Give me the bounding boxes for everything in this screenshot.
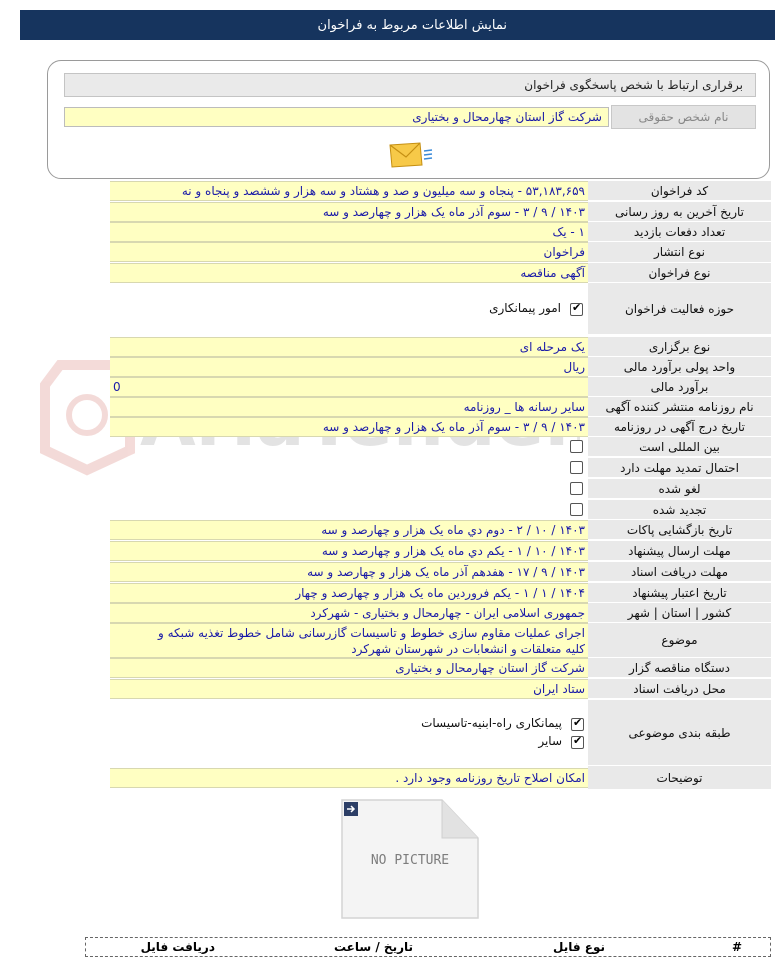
extension-checkbox[interactable] (570, 461, 583, 474)
field-value: فراخوان (110, 242, 588, 262)
subject-line-1: اجرای عملیات مقاوم سازی خطوط و تاسیسات گازرسانی شامل خطوط تغذیه شبکه و (157, 625, 585, 640)
field-label: احتمال تمدید مهلت دارد (588, 458, 771, 478)
legal-entity-value: شرکت گاز استان چهارمحال و بختیاری (64, 107, 609, 127)
field-value: سایر رسانه ها _ روزنامه (110, 397, 588, 417)
field-value: جمهوری اسلامی ایران - چهارمحال و بختیاری - شهرکرد (110, 603, 588, 623)
field-value: ۱۴۰۳ / ۹ / ۳ - سوم آذر ماه یک هزار و چهارصد و سه (110, 202, 588, 222)
field-row-estimate (0, 377, 775, 397)
field-row-extension (0, 458, 775, 478)
legal-entity-label: نام شخص حقوقی (611, 105, 756, 129)
category-option-label: سایر (538, 734, 562, 748)
category-option-label: پیمانکاری راه-ابنیه-تاسیسات (421, 716, 562, 730)
field-row-newspaper (0, 397, 775, 417)
contact-heading[interactable]: برقراری ارتباط با شخص پاسخگوی فراخوان (64, 73, 756, 97)
page-title: نمایش اطلاعات مربوط به فراخوان (317, 17, 507, 33)
field-row-notes (0, 766, 775, 790)
cancelled-checkbox[interactable] (570, 482, 583, 495)
field-value: شرکت گاز استان چهارمحال و بختیاری (110, 658, 588, 678)
field-label: کشور | استان | شهر (588, 603, 771, 623)
field-label: محل دریافت اسناد (588, 679, 771, 699)
field-label: توضیحات (588, 766, 771, 790)
field-value: ریال (110, 357, 588, 377)
field-value: امکان اصلاح تاریخ روزنامه وجود دارد . (110, 768, 588, 788)
field-row-call-type (0, 263, 775, 283)
contact-panel (47, 60, 770, 179)
field-row-location (0, 603, 775, 623)
field-value: 0 (110, 377, 588, 397)
field-value: ۱ - یک (110, 222, 588, 242)
field-row-visits (0, 222, 775, 242)
field-row-code (0, 181, 775, 201)
field-label: موضوع (588, 623, 771, 658)
field-row-validity (0, 583, 775, 603)
field-label: تاریخ اعتبار پیشنهاد (588, 583, 771, 603)
subject-line-2: کلیه متعلقات و انشعابات در شهرستان شهرکرد (351, 641, 585, 656)
field-value: ۱۴۰۳ / ۱۰ / ۱ - یکم دي ماه یک هزار و چهارصد و سه (110, 541, 588, 561)
field-label: نوع برگزاری (588, 337, 771, 357)
field-label: لغو شده (588, 479, 771, 499)
field-row-renewed (0, 500, 775, 520)
page-title-bar (20, 10, 775, 40)
envelope-icon[interactable] (386, 139, 434, 171)
field-row-organizer (0, 658, 775, 678)
field-value: ۱۴۰۳ / ۹ / ۳ - سوم آذر ماه یک هزار و چهارصد و سه (110, 417, 588, 437)
files-col-index: # (731, 940, 742, 954)
field-label: تاریخ درج آگهی در روزنامه (588, 417, 771, 437)
field-row-newspaper-date (0, 417, 775, 437)
field-label: برآورد مالی (588, 377, 771, 397)
field-label: تعداد دفعات بازدید (588, 222, 771, 242)
field-label: تجدید شده (588, 500, 771, 520)
field-label: تاریخ آخرین به روز رسانی (588, 202, 771, 222)
field-label: نوع انتشار (588, 242, 771, 263)
field-value: ستاد ایران (110, 679, 588, 699)
field-value: ۱۴۰۴ / ۱ / ۱ - یکم فروردین ماه یک هزار و چهارصد و چهار (110, 583, 588, 603)
renewed-checkbox[interactable] (570, 503, 583, 516)
field-row-activity (0, 283, 775, 335)
field-label: مهلت دریافت اسناد (588, 562, 771, 582)
field-value: یک مرحله ای (110, 337, 588, 357)
field-row-submit-deadline (0, 541, 775, 561)
field-row-cancelled (0, 479, 775, 499)
field-value: آگهی مناقصه (110, 263, 588, 283)
field-label: بین المللی است (588, 437, 771, 457)
field-label: تاریخ بازگشایی پاکات (588, 520, 771, 540)
field-row-category (0, 700, 775, 766)
no-picture-text: NO PICTURE (370, 853, 450, 868)
activity-option-label: امور پیمانکاری (489, 301, 561, 315)
activity-checkbox[interactable] (570, 303, 583, 316)
field-row-doc-place (0, 679, 775, 699)
category-checkbox[interactable] (571, 718, 584, 731)
field-value: ۱۴۰۳ / ۹ / ۱۷ - هفدهم آذر ماه یک هزار و چهارصد و سه (110, 562, 588, 582)
field-label: مهلت ارسال پیشنهاد (588, 541, 771, 561)
field-row-subject (0, 623, 775, 658)
field-row-holding-type (0, 337, 775, 357)
field-label: طبقه بندی موضوعی (588, 700, 771, 766)
no-picture-image (340, 798, 480, 920)
field-row-last-update (0, 202, 775, 222)
field-value (110, 623, 588, 658)
files-col-download: دریافت فایل (140, 940, 215, 954)
field-label: حوزه فعالیت فراخوان (588, 283, 771, 335)
field-label: کد فراخوان (588, 181, 771, 201)
field-row-international (0, 437, 775, 457)
international-checkbox[interactable] (570, 440, 583, 453)
field-row-doc-deadline (0, 562, 775, 582)
field-label: نام روزنامه منتشر کننده آگهی (588, 397, 771, 417)
field-label: دستگاه مناقصه گزار (588, 658, 771, 678)
files-table-header (85, 937, 771, 957)
field-row-publish-type (0, 242, 775, 263)
files-col-type: نوع فایل (553, 940, 605, 954)
field-row-opening-date (0, 520, 775, 540)
field-label: واحد پولی برآورد مالی (588, 357, 771, 377)
field-row-currency (0, 357, 775, 377)
files-col-datetime: تاریخ / ساعت (333, 940, 413, 954)
category-checkbox[interactable] (571, 736, 584, 749)
field-value: ۵۳,۱۸۳,۶۵۹ - پنجاه و سه میلیون و صد و هشتاد و سه هزار و ششصد و پنجاه و نه (110, 181, 588, 201)
field-label: نوع فراخوان (588, 263, 771, 283)
field-value: ۱۴۰۳ / ۱۰ / ۲ - دوم دي ماه یک هزار و چهارصد و سه (110, 520, 588, 540)
